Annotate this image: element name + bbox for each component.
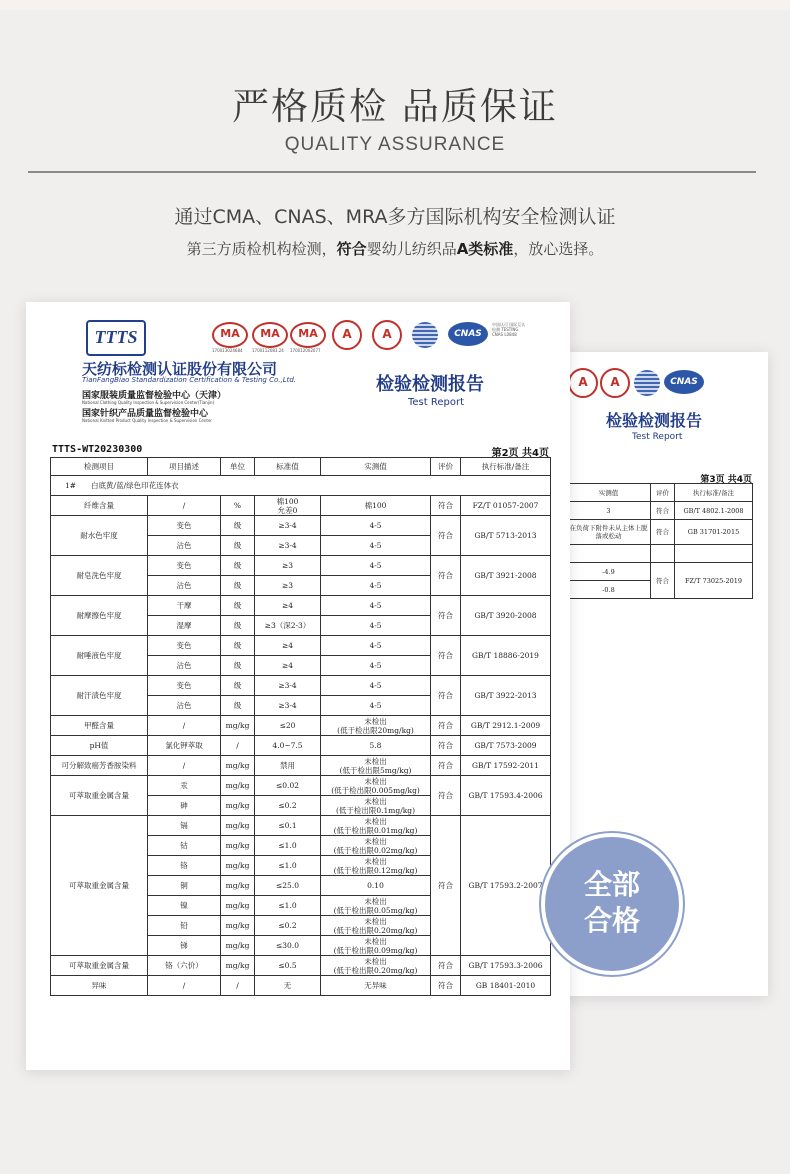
table-cell: ≤30.0 <box>255 936 321 956</box>
table-cell: 4.0~7.5 <box>255 736 321 756</box>
table-cell: ≥3 <box>255 556 321 576</box>
table-cell: mg/kg <box>221 756 255 776</box>
table-cell: 未检出 (低于检出限0.1mg/kg) <box>321 796 431 816</box>
table-cell: 符合 <box>431 516 461 556</box>
table-cell: 可分解致癌芳香胺染料 <box>51 756 148 776</box>
table-cell: 4-5 <box>321 536 431 556</box>
table-cell: 未检出 (低于检出限0.09mg/kg) <box>321 936 431 956</box>
table-cell: 级 <box>221 676 255 696</box>
table-cell: 锑 <box>148 936 221 956</box>
report-page-2 <box>26 302 570 1070</box>
table-cell: mg/kg <box>221 916 255 936</box>
ma-caption: 170013024684 <box>212 348 243 353</box>
table-cell: GB/T 2912.1-2009 <box>461 716 551 736</box>
table-cell: 禁用 <box>255 756 321 776</box>
table-cell: 汞 <box>148 776 221 796</box>
table-cell <box>567 545 651 563</box>
report-title-en: Test Report <box>408 397 465 408</box>
table-cell: 镉 <box>148 816 221 836</box>
table-cell: 级 <box>221 656 255 676</box>
title-divider <box>28 171 756 173</box>
table-cell: 可萃取重金属含量 <box>51 776 148 816</box>
table-cell: 沾色 <box>148 696 221 716</box>
table-cell: 未检出 (低于检出限0.12mg/kg) <box>321 856 431 876</box>
table-cell: 干摩 <box>148 596 221 616</box>
col-header: 检测项目 <box>51 458 148 476</box>
table-cell: 4-5 <box>321 636 431 656</box>
table-cell: 符合 <box>431 756 461 776</box>
table-cell: 未检出 (低于检出限0.02mg/kg) <box>321 836 431 856</box>
sample-description: 1# 白底黄/蓝/绿色印花连体衣 <box>51 476 551 496</box>
table-cell: / <box>148 716 221 736</box>
seal-text: 全部 <box>583 868 640 901</box>
table-cell: 3 <box>567 502 651 520</box>
table-cell: 符合 <box>651 520 675 545</box>
table-cell: 异味 <box>51 976 148 996</box>
table-cell: 符合 <box>431 716 461 736</box>
globe-logo-icon <box>412 322 438 348</box>
table-cell: 可萃取重金属含量 <box>51 816 148 956</box>
table-cell: GB/T 3921-2008 <box>461 556 551 596</box>
table-cell: 棉100 允差0 <box>255 496 321 516</box>
table-cell: 4-5 <box>321 676 431 696</box>
table-cell: 符合 <box>431 596 461 636</box>
table-cell: mg/kg <box>221 776 255 796</box>
table-cell: 符合 <box>431 496 461 516</box>
table-cell: ≥3-4 <box>255 676 321 696</box>
table-cell: 符合 <box>651 563 675 599</box>
table-cell: GB/T 4802.1-2008 <box>675 502 753 520</box>
table-cell: ≤0.5 <box>255 956 321 976</box>
page-number: 第2页 共4页 <box>491 448 549 459</box>
table-cell: ≥3 <box>255 576 321 596</box>
table-cell: / <box>148 496 221 516</box>
col-header: 执行标准/备注 <box>675 484 753 502</box>
cert-mark-icon: A <box>600 368 630 398</box>
table-cell: FZ/T 73025-2019 <box>675 563 753 599</box>
center-name: 国家针织产品质量监督检验中心 <box>82 409 209 419</box>
table-cell: 级 <box>221 616 255 636</box>
table-cell: 耐皂洗色牢度 <box>51 556 148 596</box>
table-cell: 未检出 (低于检出限0.005mg/kg) <box>321 776 431 796</box>
top-strip <box>0 0 790 10</box>
ma-caption: 170012002077 <box>290 348 321 353</box>
table-cell: 无 <box>255 976 321 996</box>
table-cell: 符合 <box>431 976 461 996</box>
table-cell: 耐水色牢度 <box>51 516 148 556</box>
page-number: 第3页 共4页 <box>700 475 752 485</box>
standard-line-part: 第三方质检机构检测， <box>186 240 337 258</box>
ma-mark-icon: MA <box>290 322 326 348</box>
table-cell: 铜 <box>148 876 221 896</box>
table-cell: 纤维含量 <box>51 496 148 516</box>
table-cell: GB/T 3920-2008 <box>461 596 551 636</box>
table-cell: 变色 <box>148 676 221 696</box>
table-cell: 沾色 <box>148 576 221 596</box>
col-header: 评价 <box>431 458 461 476</box>
table-cell: 符合 <box>431 776 461 816</box>
table-cell <box>675 545 753 563</box>
table-cell: ≤0.1 <box>255 816 321 836</box>
org-name: 天纺标检测认证股份有限公司 <box>82 360 278 378</box>
table-cell: -0.8 <box>567 581 651 599</box>
table-cell: GB/T 18886-2019 <box>461 636 551 676</box>
table-cell: 4-5 <box>321 516 431 536</box>
table-cell: mg/kg <box>221 856 255 876</box>
table-cell: 变色 <box>148 636 221 656</box>
table-cell: 甲醛含量 <box>51 716 148 736</box>
table-cell: GB/T 5713-2013 <box>461 516 551 556</box>
table-cell: / <box>221 976 255 996</box>
table-cell: mg/kg <box>221 816 255 836</box>
table-cell: 4-5 <box>321 616 431 636</box>
col-header: 单位 <box>221 458 255 476</box>
table-cell: 氯化钾萃取 <box>148 736 221 756</box>
table-cell: FZ/T 01057-2007 <box>461 496 551 516</box>
table-cell: 未检出 (低于检出限0.20mg/kg) <box>321 956 431 976</box>
table-cell: ≥4 <box>255 596 321 616</box>
table-cell: 可萃取重金属含量 <box>51 956 148 976</box>
table-cell: 砷 <box>148 796 221 816</box>
table-cell: ≤0.02 <box>255 776 321 796</box>
table-cell: ≤1.0 <box>255 836 321 856</box>
center-name-en: National Clothing Quality Inspection & Supervision Center(Tianjin) <box>82 400 215 405</box>
report-title: 检验检测报告 <box>606 411 703 430</box>
table-cell: ≥3-4 <box>255 536 321 556</box>
table-cell: GB/T 17593.3-2006 <box>461 956 551 976</box>
cert-mark-icon: A <box>568 368 598 398</box>
table-cell: mg/kg <box>221 896 255 916</box>
table-cell: 级 <box>221 696 255 716</box>
table-cell: 4-5 <box>321 696 431 716</box>
col-header: 标准值 <box>255 458 321 476</box>
cnas-logo-icon: CNAS <box>448 322 488 346</box>
table-cell: 级 <box>221 576 255 596</box>
table-cell: / <box>148 756 221 776</box>
table-cell: pH值 <box>51 736 148 756</box>
cert-mark-icon: A <box>372 320 402 350</box>
table-cell: 0.10 <box>321 876 431 896</box>
table-cell: 4-5 <box>321 556 431 576</box>
table-cell: 符合 <box>431 956 461 976</box>
center-name-en: National Knitted Product Quality Inspection & Supervision Center <box>82 418 213 423</box>
col-header: 实测值 <box>321 458 431 476</box>
table-cell: ≥3-4 <box>255 696 321 716</box>
ma-mark-icon: MA <box>252 322 288 348</box>
table-cell: 铅 <box>148 916 221 936</box>
table-cell: 符合 <box>431 556 461 596</box>
seal-text: 合格 <box>583 904 640 937</box>
table-cell: ≥4 <box>255 656 321 676</box>
table-cell: 铬（六价） <box>148 956 221 976</box>
standard-line <box>0 238 790 259</box>
table-cell: 级 <box>221 636 255 656</box>
table-cell: GB/T 3922-2013 <box>461 676 551 716</box>
table-cell: 棉100 <box>321 496 431 516</box>
col-header: 实测值 <box>567 484 651 502</box>
table-cell: 未检出 (低于检出限20mg/kg) <box>321 716 431 736</box>
standard-line-emphasis: 符合 <box>336 240 367 258</box>
table-cell: 未检出 (低于检出限0.05mg/kg) <box>321 896 431 916</box>
table-cell: 5.8 <box>321 736 431 756</box>
col-header: 评价 <box>651 484 675 502</box>
col-header: 项目描述 <box>148 458 221 476</box>
table-cell: 4-5 <box>321 656 431 676</box>
table-cell: 铬 <box>148 856 221 876</box>
certification-line: 通过CMA、CNAS、MRA多方国际机构安全检测认证 <box>174 206 616 228</box>
table-cell: ≤20 <box>255 716 321 736</box>
standard-line-part: 婴幼儿纺织品 <box>366 240 457 258</box>
table-cell: 4-5 <box>321 576 431 596</box>
table-cell: mg/kg <box>221 716 255 736</box>
table-cell: GB 18401-2010 <box>461 976 551 996</box>
table-cell: 级 <box>221 536 255 556</box>
table-cell: GB/T 17593.4-2006 <box>461 776 551 816</box>
table-cell: 级 <box>221 596 255 616</box>
report-number: TTTS-WT20230300 <box>52 444 143 455</box>
table-cell: 未检出 (低于检出限5mg/kg) <box>321 756 431 776</box>
table-cell: 级 <box>221 556 255 576</box>
ma-caption: 1700112083.24 <box>252 348 284 353</box>
table-cell: 沾色 <box>148 536 221 556</box>
ttts-logo-icon: TTTS <box>86 320 146 356</box>
table-cell: 在负荷下附件未从主体上脱落或松动 <box>567 520 651 545</box>
table-cell: 未检出 (低于检出限0.20mg/kg) <box>321 916 431 936</box>
table-cell: mg/kg <box>221 936 255 956</box>
table-cell: 符合 <box>651 502 675 520</box>
table-cell: GB 31701-2015 <box>675 520 753 545</box>
cnas-logo-icon: CNAS <box>664 370 704 394</box>
report-table <box>50 457 551 996</box>
table-cell: mg/kg <box>221 956 255 976</box>
table-cell: 无异味 <box>321 976 431 996</box>
table-cell: 符合 <box>431 736 461 756</box>
table-cell: ≤0.2 <box>255 916 321 936</box>
table-cell: ≤1.0 <box>255 896 321 916</box>
table-cell: 未检出 (低于检出限0.01mg/kg) <box>321 816 431 836</box>
table-cell: 变色 <box>148 556 221 576</box>
table-cell: ≤1.0 <box>255 856 321 876</box>
table-cell: 镍 <box>148 896 221 916</box>
table-cell: 4-5 <box>321 596 431 616</box>
table-cell: ≥3（深2-3） <box>255 616 321 636</box>
table-cell: mg/kg <box>221 876 255 896</box>
standard-line-part: ，放心选择。 <box>513 240 604 258</box>
ma-mark-icon: MA <box>212 322 248 348</box>
table-cell: % <box>221 496 255 516</box>
table-cell: mg/kg <box>221 796 255 816</box>
table-cell: ≥3-4 <box>255 516 321 536</box>
table-cell: / <box>221 736 255 756</box>
report-title: 检验检测报告 <box>376 374 484 395</box>
table-cell: 级 <box>221 516 255 536</box>
table-cell: 符合 <box>431 676 461 716</box>
table-cell: ≤25.0 <box>255 876 321 896</box>
table-cell <box>651 545 675 563</box>
cert-mark-icon: A <box>332 320 362 350</box>
report-title-en: Test Report <box>632 432 683 442</box>
table-cell: 耐汗渍色牢度 <box>51 676 148 716</box>
page-subtitle: QUALITY ASSURANCE <box>284 134 506 155</box>
table-cell: 钴 <box>148 836 221 856</box>
table-cell: 符合 <box>431 816 461 956</box>
table-cell: GB/T 17592-2011 <box>461 756 551 776</box>
table-cell: ≤0.2 <box>255 796 321 816</box>
table-cell: 耐唾液色牢度 <box>51 636 148 676</box>
center-name: 国家服装质量监督检验中心（天津） <box>82 391 227 401</box>
table-cell: 耐摩擦色牢度 <box>51 596 148 636</box>
table-cell: / <box>148 976 221 996</box>
table-cell: 湿摩 <box>148 616 221 636</box>
table-cell: 沾色 <box>148 656 221 676</box>
table-cell: 变色 <box>148 516 221 536</box>
table-cell: GB/T 7573-2009 <box>461 736 551 756</box>
globe-logo-icon <box>634 370 660 396</box>
table-cell: 符合 <box>431 636 461 676</box>
table-cell: mg/kg <box>221 836 255 856</box>
table-cell: -4.9 <box>567 563 651 581</box>
org-name-en: TianFangBiao Standardization Certification & Testing Co.,Ltd. <box>82 376 297 384</box>
cnas-caption: 中国认可 国际互认 检测 TESTING CNAS L0848 <box>492 322 526 337</box>
table-cell: GB/T 17593.2-2007 <box>461 816 551 956</box>
report-table <box>566 483 753 599</box>
table-cell: ≥4 <box>255 636 321 656</box>
all-pass-seal <box>541 833 683 975</box>
col-header: 执行标准/备注 <box>461 458 551 476</box>
page-title: 严格质检 品质保证 <box>232 85 558 128</box>
standard-line-emphasis: A类标准 <box>456 240 514 258</box>
